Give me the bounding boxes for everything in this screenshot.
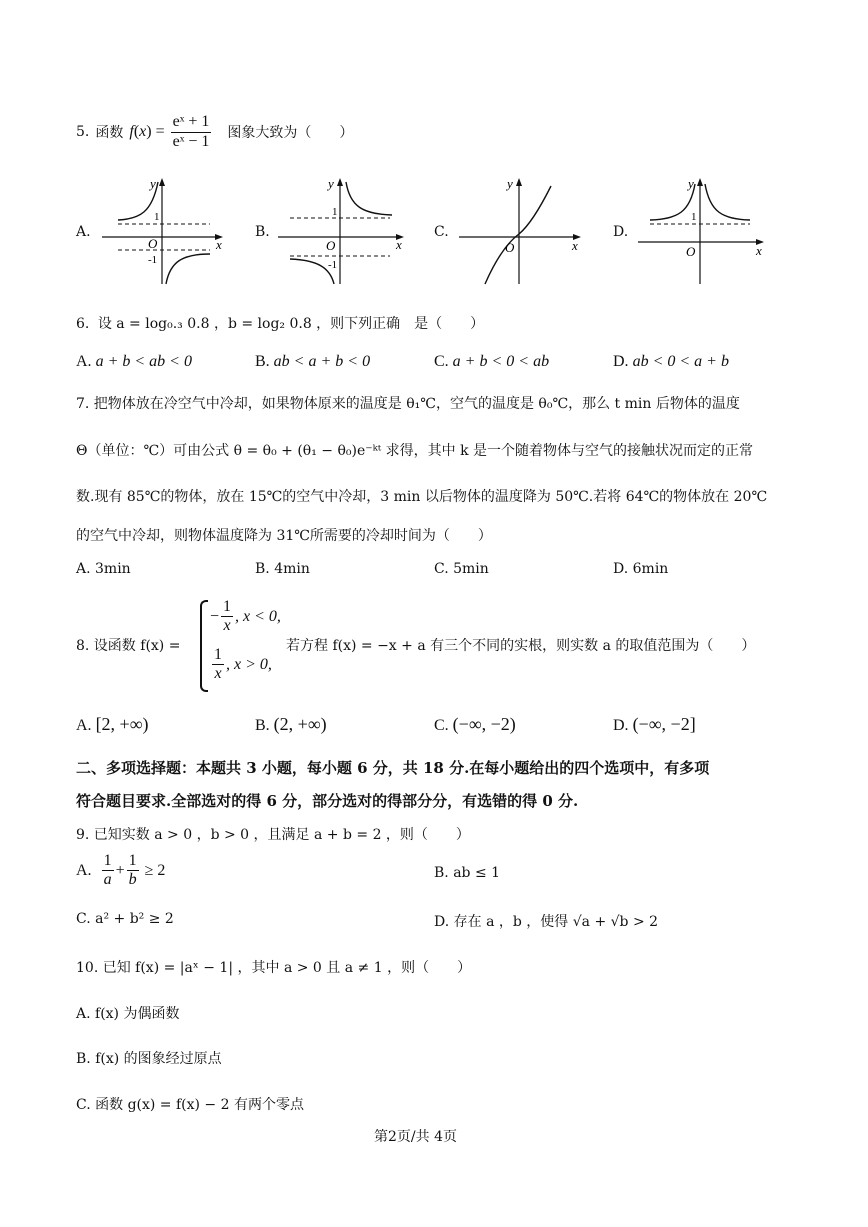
q5-graph-c [455,172,585,290]
y-label: y [328,176,334,191]
x-label: x [572,238,578,253]
q9-option-a: A. $\frac{1}{a}$ + $\frac{1}{b}$ ≥ 2 [76,852,166,889]
origin-label: O [148,236,158,251]
q7-line-3: 数.现有 85℃的物体，放在 15℃的空气中冷却，3 min 以后物体的温度降为 50℃.若将 64℃的物体放在 20℃ [76,489,768,505]
q8-prefix: 8. 设函数 f(x) = [76,638,181,654]
q5-f: f [129,123,134,140]
q8-suffix: 若方程 f(x) = −x + a 有三个不同的实根，则实数 a 的取值范围为（ ） [286,638,756,654]
q7-option-a: A. 3min [76,561,131,577]
curve-right [166,254,210,284]
curve [485,186,551,284]
q5-graph-b [274,172,409,290]
q5-option-c-label: C. [434,224,449,240]
one-label: 1 [332,206,338,218]
origin-label: O [686,244,696,259]
q7-option-d: D. 6min [613,561,669,577]
q7-line-4: 的空气中冷却，则物体温度降为 31℃所需要的冷却时间为（ ） [76,528,492,544]
q9-option-b: B. ab ≤ 1 [434,865,501,881]
y-axis-arrow [337,178,343,186]
q8-option-d: D. (−∞, −2] [613,714,696,734]
q10-option-b: B. f(x) 的图象经过原点 [76,1051,222,1067]
one-label: 1 [691,211,697,223]
y-axis-arrow [159,178,165,186]
q5-option-d-label: D. [613,224,629,240]
q5-option-a-label: A. [76,224,91,240]
page-footer: 第2页/共 4页 [374,1129,457,1145]
q6-text: 设 a = log₀.₃ 0.8 ，b = log₂ 0.8 ，则下列正确 是（ ） [97,316,485,332]
q5-denominator: eˣ − 1 [172,132,210,150]
q8-case-2: $\frac{1}{x}$ , x > 0, [214,646,272,683]
q5-graph-a-svg [98,172,228,290]
y-axis-arrow [516,178,522,186]
q5-fraction [171,113,212,151]
q6-stem [76,313,484,333]
neg-one-label: -1 [148,254,158,266]
q6-option-a: A. a + b < ab < 0 [76,353,192,370]
q7-line-1: 7. 把物体放在冷空气中冷却，如果物体原来的温度是 θ₁℃，空气的温度是 θ₀℃，那么 t min 后物体的温度 [76,396,740,412]
q9-option-c: C. a² + b² ≥ 2 [76,911,174,927]
q5-graph-d [634,172,769,290]
neg-one-label: -1 [328,259,338,271]
y-label: y [688,176,694,191]
q5-graph-a [98,172,228,290]
y-axis-arrow [697,178,703,186]
section2-line-1: 二、多项选择题：本题共 3 小题，每小题 6 分，共 18 分.在每小题给出的四个选项中，有多项 [76,759,710,777]
q5-graph-c-svg [455,172,585,290]
q9-option-d: D. 存在 a ，b ，使得 √a + √b > 2 [434,914,659,930]
q7-option-b: B. 4min [255,561,310,577]
q5-number: 5. [76,124,90,140]
q7-line-2: Θ（单位：℃）可由公式 θ = θ₀ + (θ₁ − θ₀)e⁻ᵏᵗ 求得，其中 k 是一个随着物体与空气的接触状况而定的正常 [76,443,754,459]
q6-number: 6. [76,316,90,332]
q5-stem-prefix: 函数 [95,125,124,141]
q5-numerator: eˣ + 1 [171,113,212,132]
x-label: x [396,237,402,252]
q8-brace [200,600,208,692]
origin-label: O [326,238,336,253]
q7-option-c: C. 5min [434,561,489,577]
q9-stem: 9. 已知实数 a > 0 ，b > 0 ，且满足 a + b = 2 ，则（ ） [76,827,470,843]
curve-right [705,184,750,220]
q8-option-b: B. (2, +∞) [255,714,327,734]
q8-case-1: − $\frac{1}{x}$ , x < 0, [210,598,281,635]
x-label: x [216,237,222,252]
one-label: 1 [154,211,160,223]
q6-option-d: D. ab < 0 < a + b [613,353,729,370]
y-label: y [507,176,513,191]
q6-option-c: C. a + b < 0 < ab [434,353,550,370]
q5-x: x [139,123,147,140]
q5-eq: = [155,123,165,140]
q5-stem-suffix: 图象大致为（ ） [227,125,354,141]
q8-option-a: A. [2, +∞) [76,714,149,734]
curve-right [346,182,392,215]
q10-option-a: A. f(x) 为偶函数 [76,1006,180,1022]
origin-label: O [505,240,515,255]
x-label: x [756,243,762,258]
q10-option-c: C. 函数 g(x) = f(x) − 2 有两个零点 [76,1097,304,1113]
q10-stem: 10. 已知 f(x) = |aˣ − 1| ，其中 a > 0 且 a ≠ 1 ，则（ ） [76,960,472,976]
q5-stem: 5. 函数 f ( x ) = $\frac{\text{eˣ + 1}}{\text{eˣ − 1}}$ 图象大致为（ ） [76,113,354,150]
q6-option-b: B. ab < a + b < 0 [255,353,371,370]
q5-graph-d-svg [634,172,769,290]
section2-line-2: 符合题目要求.全部选对的得 6 分，部分选对的得部分分，有选错的得 0 分. [76,792,579,810]
y-label: y [150,176,156,191]
q8-option-c: C. (−∞, −2) [434,714,516,734]
q5-graph-b-svg [274,172,409,290]
q5-option-b-label: B. [255,224,270,240]
